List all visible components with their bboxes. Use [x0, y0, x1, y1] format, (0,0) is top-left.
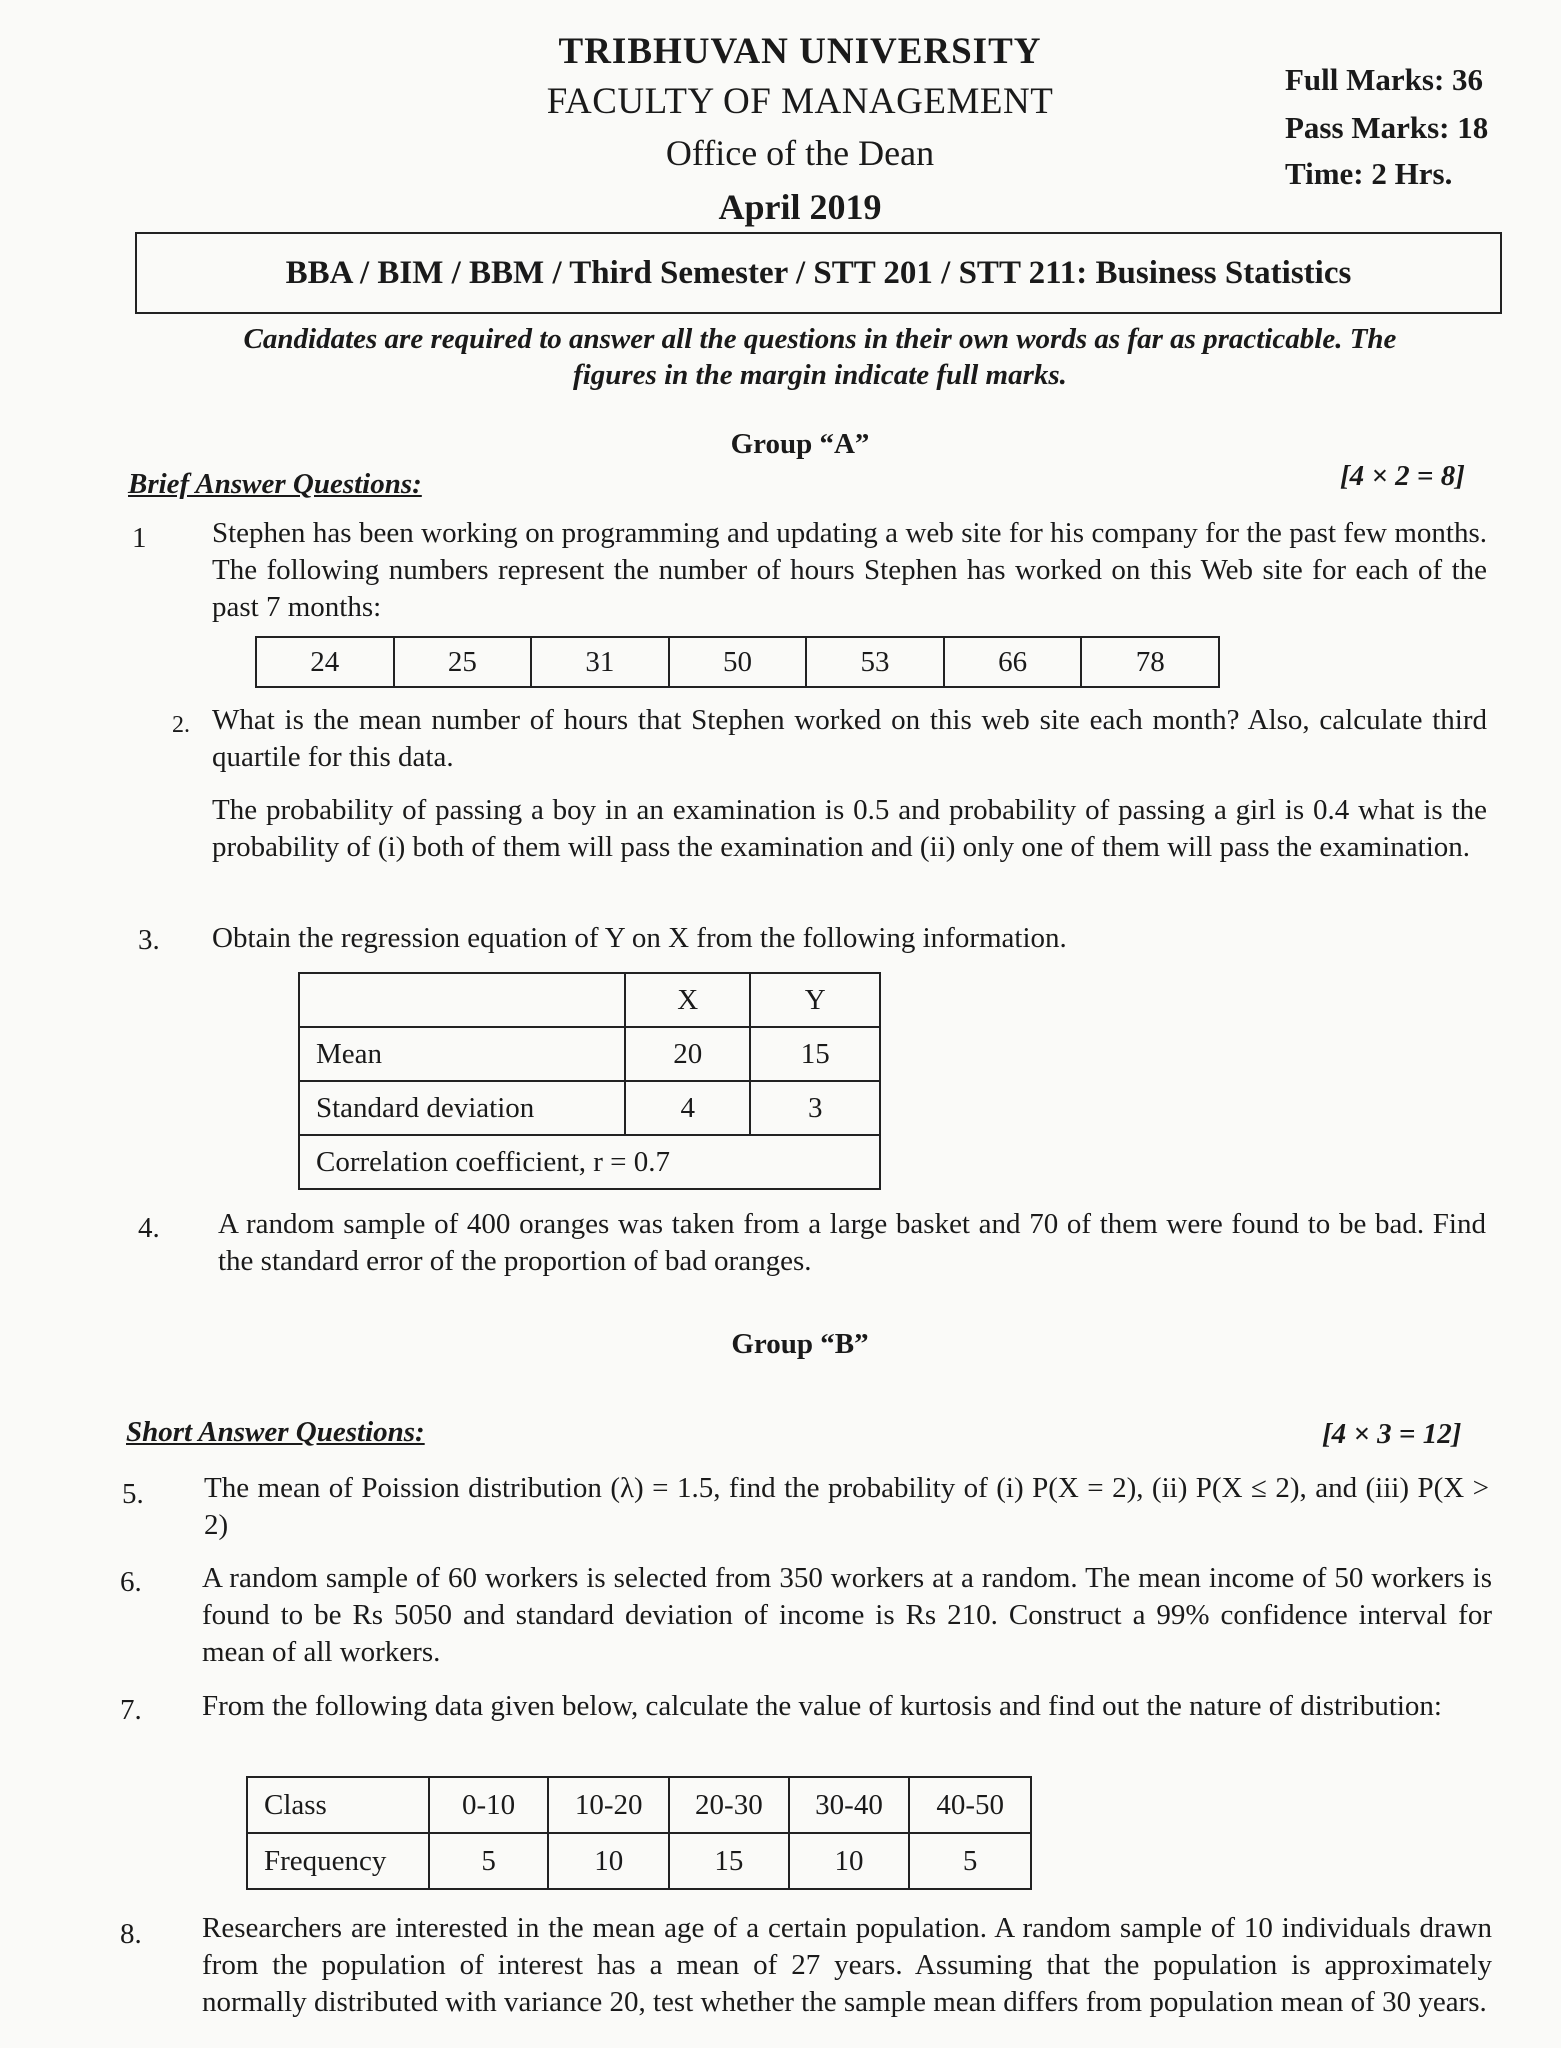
- question-2-text-a: What is the mean number of hours that Stephen worked on this web site each month? Also, calculate third quartile for this data.: [212, 704, 1487, 773]
- table-cell: 3: [750, 1081, 880, 1135]
- group-a-title: Group “A”: [730, 428, 870, 460]
- question-number: 1: [132, 522, 147, 554]
- table-row: [299, 1135, 880, 1189]
- group-a-marks: [4 × 2 = 8]: [1340, 460, 1465, 492]
- question-6-text: A random sample of 60 workers is selected from 350 workers at a random. The mean income of 50 workers is found to be Rs 5050 and standard deviation of income is Rs 210. Construct a 99% confidence interval for mean of all workers.: [202, 1562, 1492, 1668]
- question-number: 4.: [138, 1212, 160, 1244]
- group-b-section-title: Short Answer Questions:: [126, 1416, 425, 1448]
- faculty-name: FACULTY OF MANAGEMENT: [546, 81, 1054, 122]
- table-cell: 15: [669, 1833, 789, 1889]
- table-cell: 15: [750, 1027, 880, 1081]
- table-cell: [750, 1135, 880, 1189]
- office-name: Office of the Dean: [665, 133, 935, 173]
- table-cell: 20: [625, 1027, 751, 1081]
- hours-table: [255, 636, 1220, 688]
- table-row: [247, 1777, 1031, 1833]
- question-number: 3.: [138, 924, 160, 956]
- frequency-table: [246, 1776, 1032, 1890]
- question-number: 2.: [172, 712, 190, 738]
- question-number: 8.: [120, 1918, 142, 1950]
- table-header-cell: X: [625, 973, 751, 1027]
- table-cell: 50: [669, 637, 807, 687]
- course-title: [135, 232, 1502, 314]
- table-cell: 20-30: [669, 1777, 789, 1833]
- table-cell: 53: [806, 637, 944, 687]
- question-4-text: A random sample of 400 oranges was taken from a large basket and 70 of them were found to be bad. Find the standard error of the proportion of bad oranges.: [218, 1208, 1486, 1277]
- question-7-text: From the following data given below, calculate the value of kurtosis and find out the nature of distribution:: [202, 1690, 1442, 1722]
- table-cell: 78: [1081, 637, 1219, 687]
- table-cell: 10: [548, 1833, 669, 1889]
- instructions-line-1: Candidates are required to answer all the questions in their own words as far as practicable. The: [243, 323, 1397, 355]
- table-cell: 10-20: [548, 1777, 669, 1833]
- table-row: [299, 1081, 880, 1135]
- full-marks: Full Marks: 36: [1285, 62, 1484, 97]
- question-8-text: Researchers are interested in the mean age of a certain population. A random sample of 10 individuals drawn from the population of interest has a mean of 27 years. Assuming that the population is approximately normally distributed with variance 20, test whether the sample mean differs from population mean of 30 years.: [202, 1912, 1492, 2018]
- table-cell: 10: [789, 1833, 910, 1889]
- exam-time: Time: 2 Hrs.: [1285, 156, 1453, 191]
- table-header-cell: Frequency: [247, 1833, 429, 1889]
- table-cell: 5: [429, 1833, 549, 1889]
- table-row: [247, 1833, 1031, 1889]
- group-b-title: Group “B”: [731, 1328, 869, 1360]
- group-a-section-title: Brief Answer Questions:: [128, 468, 422, 500]
- question-2-text-b: The probability of passing a boy in an examination is 0.5 and probability of passing a girl is 0.4 what is the probability of (i) both of them will pass the examination and (ii) only one of them will pass the examination.: [212, 794, 1487, 863]
- table-footer-cell: Correlation coefficient, r = 0.7: [299, 1135, 750, 1189]
- question-5-text: The mean of Poission distribution (λ) = 1.5, find the probability of (i) P(X = 2), (ii) P(X ≤ 2), and (iii) P(X > 2): [204, 1472, 1489, 1541]
- question-number: 5.: [122, 1478, 144, 1510]
- question-1-text: Stephen has been working on programming and updating a web site for his company for the past few months. The following numbers represent the number of hours Stephen has worked on this Web site for each of the past 7 months:: [212, 517, 1487, 623]
- question-number: 6.: [120, 1566, 142, 1598]
- table-cell: 40-50: [909, 1777, 1031, 1833]
- group-b-marks: [4 × 3 = 12]: [1322, 1418, 1462, 1450]
- table-cell: 24: [256, 637, 394, 687]
- question-number: 7.: [120, 1694, 142, 1726]
- table-cell: 25: [394, 637, 532, 687]
- table-cell: 30-40: [789, 1777, 910, 1833]
- table-cell: 66: [944, 637, 1082, 687]
- table-cell: 4: [625, 1081, 751, 1135]
- course-title-text: BBA / BIM / BBM / Third Semester / STT 201 / STT 211: Business Statistics: [285, 254, 1352, 291]
- table-cell: 0-10: [429, 1777, 549, 1833]
- table-row: [299, 973, 880, 1027]
- table-header-cell: [299, 973, 625, 1027]
- university-name: TRIBHUVAN UNIVERSITY: [558, 31, 1042, 72]
- table-header-cell: Class: [247, 1777, 429, 1833]
- question-3-text: Obtain the regression equation of Y on X from the following information.: [212, 922, 1067, 954]
- table-cell: 5: [909, 1833, 1031, 1889]
- table-row: [256, 637, 1219, 687]
- regression-table: [298, 972, 881, 1190]
- pass-marks: Pass Marks: 18: [1285, 110, 1489, 145]
- table-header-cell: Y: [750, 973, 880, 1027]
- table-cell: Mean: [299, 1027, 625, 1081]
- table-cell: 31: [531, 637, 669, 687]
- instructions-line-2: figures in the margin indicate full marks.: [573, 359, 1067, 391]
- table-cell: Standard deviation: [299, 1081, 625, 1135]
- exam-date: April 2019: [718, 187, 882, 227]
- table-row: [299, 1027, 880, 1081]
